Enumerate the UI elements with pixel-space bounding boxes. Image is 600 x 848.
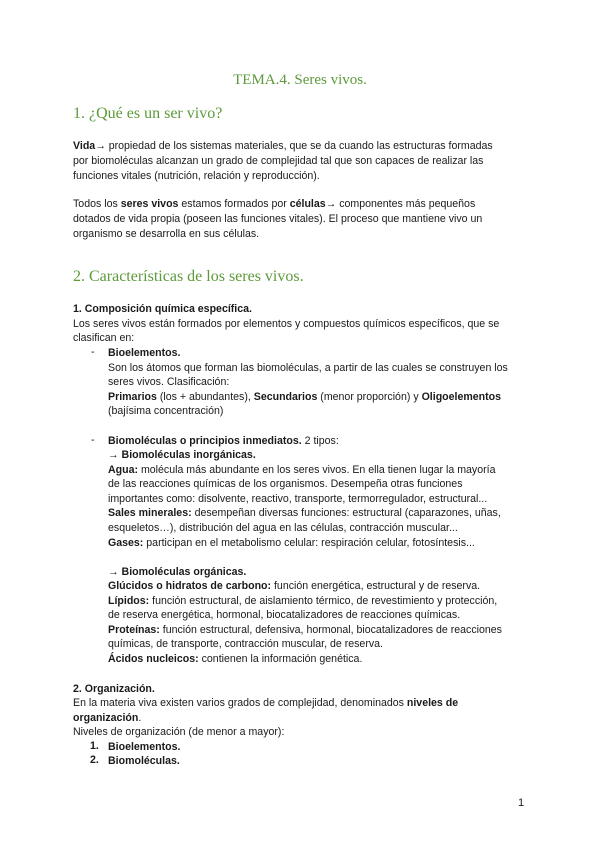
sales-line-1 xyxy=(108,506,501,521)
term-acidos-nucleicos: Ácidos nucleicos: xyxy=(108,653,199,665)
text: estamos formados por xyxy=(178,198,290,210)
term-niveles: niveles de xyxy=(406,697,459,709)
list-dash: - xyxy=(91,346,95,358)
proteinas-line-1 xyxy=(108,623,502,638)
intro-line-1: Los seres vivos están formados por elementos y compuestos químicos específicos, que se xyxy=(73,318,500,330)
organizacion-line-3: Niveles de organización (de menor a mayor): xyxy=(73,726,285,738)
paragraph-celulas-line-2: dotados de vida propia (poseen las funciones vitales). El proceso que mantiene vivo un xyxy=(73,213,483,225)
text: desempeñan diversas funciones: estructural (caparazones, uñas, xyxy=(191,507,501,519)
list-item: Bioelementos. xyxy=(108,741,181,753)
gases-line-1 xyxy=(108,536,475,551)
term-sales: Sales minerales: xyxy=(108,507,192,519)
lipidos-line-2: de reserva energética, hormonal, biocatalizadores de reacciones químicas. xyxy=(108,609,461,621)
term-oligoelementos: Oligoelementos xyxy=(421,391,502,403)
bioelementos-line-3 xyxy=(108,390,501,405)
text: función estructural, defensiva, hormonal, biocatalizadores de reacciones xyxy=(159,624,502,636)
text: En la materia viva existen varios grados de complejidad, denominados xyxy=(73,697,407,709)
page-title: TEMA.4. Seres vivos. xyxy=(233,72,367,88)
paragraph-vida-line-2: por biomoléculas alcanzan un grado de complejidad tal que son capaces de realizar las xyxy=(73,155,484,167)
text: molécula más abundante en los seres vivos. En ella tienen lugar la mayoría xyxy=(138,464,496,476)
bioelementos-line-1: Son los átomos que forman las biomoléculas, a partir de las cuales se construyen los xyxy=(108,362,508,374)
term-celulas: células xyxy=(289,198,326,210)
text: participan en el metabolismo celular: respiración celular, fotosíntesis... xyxy=(143,537,475,549)
list-number: 1. xyxy=(90,740,99,752)
subsection-1-heading: 1. Composición química específica. xyxy=(73,303,252,315)
arrow: → xyxy=(95,140,106,152)
proteinas-line-2: químicas, de transporte, contracción muscular, de reserva. xyxy=(108,638,383,650)
text: función energética, estructural y de reserva. xyxy=(271,580,481,592)
text: . xyxy=(138,712,142,724)
text: contienen la información genética. xyxy=(198,653,363,665)
text: propiedad de los sistemas materiales, que se da cuando las estructuras formadas xyxy=(105,140,493,152)
inorganicas-heading: → Biomoléculas inorgánicas. xyxy=(108,449,256,461)
organicas-heading: → Biomoléculas orgánicas. xyxy=(108,566,247,578)
organizacion-line-2 xyxy=(73,711,141,726)
paragraph-celulas-line-1 xyxy=(73,197,475,212)
text: Biomoléculas o principios inmediatos. xyxy=(108,435,302,447)
term-agua: Agua: xyxy=(108,464,139,476)
sales-line-2: esqueletos…), distribución del agua en las células, contracción muscular... xyxy=(108,522,458,534)
intro-line-2: clasifican en: xyxy=(73,332,135,344)
list-item: Biomoléculas. xyxy=(108,755,180,767)
subsection-2-heading: 2. Organización. xyxy=(73,683,155,695)
term-lipidos: Lípidos: xyxy=(108,595,150,607)
biomoleculas-heading xyxy=(108,434,339,449)
agua-line-2: de las reacciones químicas de los organismos. Desempeña otras funciones xyxy=(108,478,463,490)
page-number: 1 xyxy=(518,797,525,809)
term-secundarios: Secundarios xyxy=(253,391,318,403)
list-dash: - xyxy=(91,434,95,446)
organizacion-line-1 xyxy=(73,696,458,711)
bioelementos-heading: Bioelementos. xyxy=(108,347,181,359)
text: Todos los xyxy=(73,198,121,210)
paragraph-vida-line-1 xyxy=(73,139,493,154)
paragraph-vida-line-3: funciones vitales (nutrición, relación y reproducción). xyxy=(73,170,320,182)
section-2-heading: 2. Características de los seres vivos. xyxy=(73,268,304,285)
glucidos-line-1 xyxy=(108,579,480,594)
section-1-heading: 1. ¿Qué es un ser vivo? xyxy=(73,105,223,122)
term-gases: Gases: xyxy=(108,537,144,549)
text: (los + abundantes), xyxy=(156,391,254,403)
term-proteinas: Proteínas: xyxy=(108,624,160,636)
bioelementos-line-2: seres vivos. Clasificación: xyxy=(108,376,230,388)
bioelementos-line-4: (bajísima concentración) xyxy=(108,405,224,417)
text: (menor proporción) y xyxy=(317,391,422,403)
lipidos-line-1 xyxy=(108,594,497,609)
text: función estructural, de aislamiento térmico, de revestimiento y protección, xyxy=(149,595,498,607)
term-organizacion: organización xyxy=(73,712,139,724)
list-number: 2. xyxy=(90,754,99,766)
agua-line-1 xyxy=(108,463,495,478)
term-seres-vivos: seres vivos xyxy=(120,198,179,210)
text: → componentes más pequeños xyxy=(325,198,476,210)
paragraph-celulas-line-3: organismo se desarrolla en sus células. xyxy=(73,228,260,240)
term-primarios: Primarios xyxy=(108,391,157,403)
agua-line-3: importantes como: disolvente, reactivo, transporte, termorregulador, estructural... xyxy=(108,493,488,505)
acidos-line-1 xyxy=(108,652,362,667)
text: 2 tipos: xyxy=(301,435,339,447)
term-vida: Vida xyxy=(73,140,96,152)
term-glucidos: Glúcidos o hidratos de carbono: xyxy=(108,580,272,592)
